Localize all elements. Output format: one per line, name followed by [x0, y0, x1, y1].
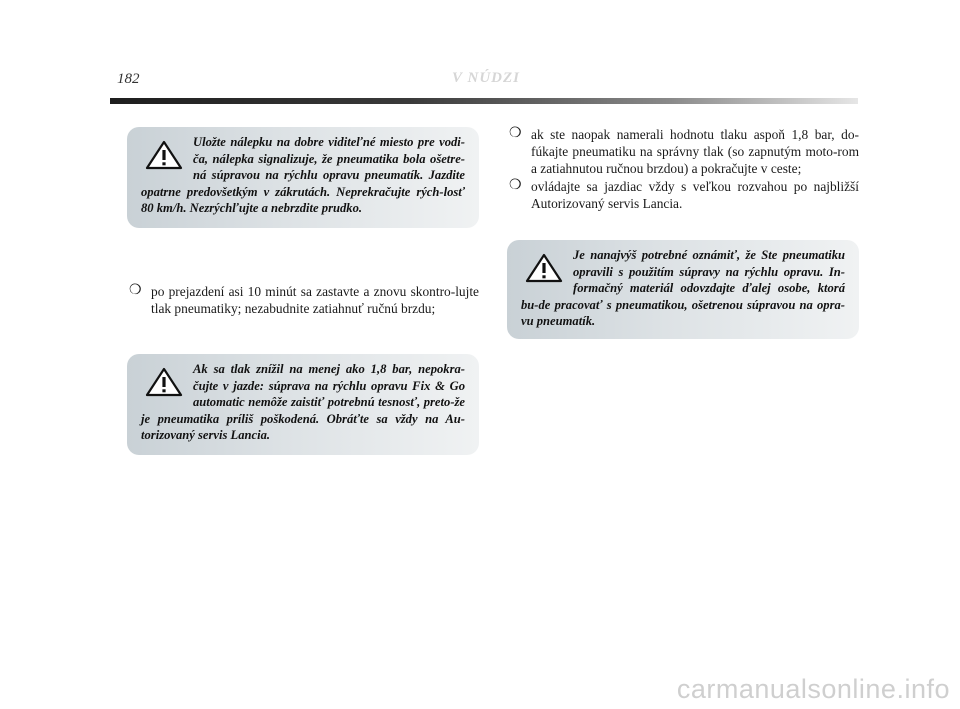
bullet-circle-icon: ❍	[509, 126, 522, 141]
warning-box-low-pressure	[127, 354, 479, 455]
list-item-text: ak ste naopak namerali hodnotu tlaku aspoň 1,8 bar, do-fúkajte pneumatiku na správny tlak (so zapnutým moto-rom a zatiahnutou ručnou brzdou) a pokračujte v ceste;	[531, 127, 859, 176]
warning-text: Ak sa tlak znížil na menej ako 1,8 bar, nepokra-čujte v jazde: súprava na rýchlu opravu Fix & Go automatic nemôže zaistiť potrebnú tesnosť, preto-že je pneumatika príliš poškodená. Obráťte sa vždy na Au-torizovaný servis Lancia.	[141, 362, 465, 442]
warning-triangle-icon	[525, 253, 563, 283]
header-rule	[110, 98, 858, 104]
list-item-text: ovládajte sa jazdiac vždy s veľkou rozvahou po najbližší Autorizovaný servis Lancia.	[531, 179, 859, 211]
warning-triangle-icon	[145, 367, 183, 397]
page-number: 182	[117, 71, 140, 87]
list-item	[127, 283, 479, 317]
list-item	[507, 178, 859, 212]
warning-text: Uložte nálepku na dobre viditeľné miesto pre vodi-ča, nálepka signalizuje, že pneumatika bola ošetre-ná súpravou na rýchlu opravu pneumatík. Jazdite opatrne predovšetkým v zákrutách. Neprekračujte rých-losť 80 km/h. Nezrýchľujte a nebrzdite prudko.	[141, 135, 465, 215]
bullet-circle-icon: ❍	[129, 283, 142, 298]
warning-box-notify	[507, 240, 859, 339]
list-item-text: po prejazdení asi 10 minút sa zastavte a znovu skontro-lujte tlak pneumatiky; nezabudnite zatiahnuť ručnú brzdu;	[151, 284, 479, 316]
warning-box-sticker	[127, 127, 479, 228]
list-item	[507, 126, 859, 177]
section-title: V NÚDZI	[452, 70, 520, 86]
left-instruction-list	[127, 283, 479, 318]
watermark: carmanualsonline.info	[676, 674, 950, 704]
bullet-circle-icon: ❍	[509, 178, 522, 193]
right-instruction-list	[507, 126, 859, 213]
warning-triangle-icon	[145, 140, 183, 170]
warning-text: Je nanajvýš potrebné oznámiť, že Ste pneumatiku opravili s použitím súpravy na rýchlu opravu. In-formačný materiál odovzdajte ďalej osobe, ktorá bu-de pracovať s pneumatikou, ošetrenou súpravou na opra-vu pneumatík.	[521, 248, 845, 328]
